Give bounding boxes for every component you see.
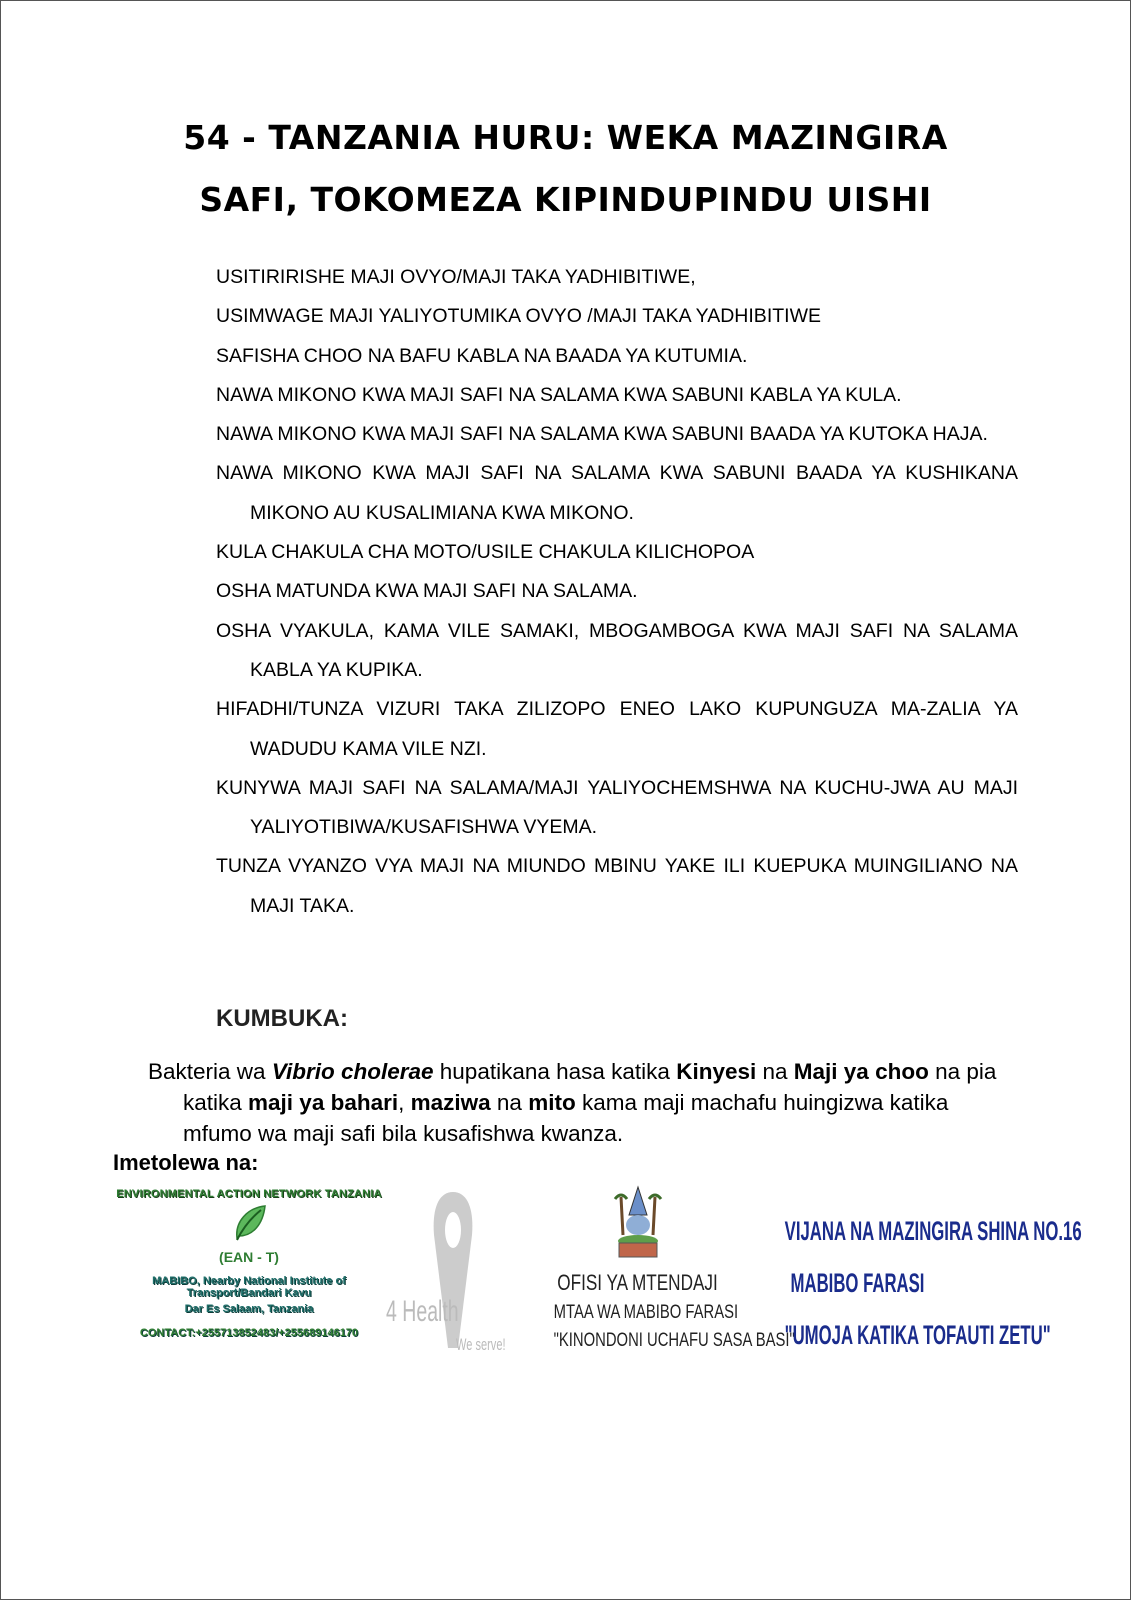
rule-item: KULA CHAKULA CHA MOTO/USILE CHAKULA KILICHOPOA [216, 541, 755, 564]
4health-tagline: We serve! [456, 1335, 506, 1354]
ofisi-line-3: "KINONDONI UCHAFU SASA BASI" [553, 1330, 795, 1351]
ean-address-1: MABIBO, Nearby National Institute of Transport/Bandari Kavu [152, 1275, 346, 1299]
issued-by-label: Imetolewa na: [113, 1150, 259, 1175]
rule-item: NAWA MIKONO KWA MAJI SAFI NA SALAMA KWA SABUNI BAADA YA KUSHIKANA MIKONO AU KUSALIMIANA KWA MIKONO. [216, 462, 1018, 524]
rule-item: OSHA MATUNDA KWA MAJI SAFI NA SALAMA. [216, 580, 638, 603]
ean-t-logo [115, 1188, 383, 1339]
note-emphasis: Kinyesi [676, 1059, 757, 1084]
ofisi-line-2: MTAA WA MABIBO FARASI [553, 1302, 739, 1323]
vijana-line-1: VIJANA NA MAZINGIRA SHINA NO.16 [784, 1216, 1082, 1246]
remember-heading: KUMBUKA: [216, 1005, 348, 1032]
rule-item: USIMWAGE MAJI YALIYOTUMIKA OVYO /MAJI TAKA YADHIBITIWE [216, 305, 821, 328]
note-emphasis: maji ya bahari [248, 1090, 399, 1115]
note-text: na pia katika [183, 1059, 997, 1115]
vijana-line-2: MABIBO FARASI [790, 1268, 925, 1298]
rule-item: TUNZA VYANZO VYA MAJI NA MIUNDO MBINU YAKE ILI KUEPUKA MUINGILIANO NA MAJI TAKA. [216, 855, 1018, 917]
ean-abbreviation: (EAN - T) [219, 1249, 279, 1265]
note-emphasis: maziwa [410, 1090, 491, 1115]
rule-item: KUNYWA MAJI SAFI NA SALAMA/MAJI YALIYOCHEMSHWA NA KUCHU-JWA AU MAJI YALIYOTIBIWA/KUSAFISHWA VYEMA. [216, 776, 1018, 839]
rule-item: USITIRIRISHE MAJI OVYO/MAJI TAKA YADHIBITIWE, [216, 266, 696, 288]
cholera-note [148, 1056, 1016, 1149]
note-text: na [490, 1090, 529, 1115]
ean-address-2: Dar Es Salaam, Tanzania [184, 1303, 314, 1315]
note-text: hupatikana hasa katika [433, 1059, 677, 1084]
rule-item: HIFADHI/TUNZA VIZURI TAKA ZILIZOPO ENEO LAKO KUPUNGUZA MA-ZALIA YA WADUDU KAMA VILE NZI. [216, 698, 1018, 760]
note-emphasis: Maji ya choo [793, 1059, 929, 1084]
ean-contact: CONTACT:+255713852483/+255689146170 [139, 1327, 359, 1339]
leaf-icon [229, 1204, 269, 1242]
note-text: kama maji machafu huingizwa katika mfumo wa maji safi bila kusafishwa kwanza. [183, 1090, 949, 1146]
rule-item: NAWA MIKONO KWA MAJI SAFI NA SALAMA KWA SABUNI KABLA YA KULA. [216, 383, 902, 406]
rule-item: OSHA VYAKULA, KAMA VILE SAMAKI, MBOGAMBOGA KWA MAJI SAFI NA SALAMA KABLA YA KUPIKA. [216, 619, 1018, 681]
note-bacteria-name: Vibrio cholerae [271, 1059, 434, 1084]
vijana-na-mazingira-logo [740, 1205, 1082, 1361]
4health-name: 4 Health [386, 1295, 459, 1328]
hygiene-rules-list [216, 258, 1018, 926]
note-text: , [398, 1090, 411, 1115]
note-text: Bakteria wa [148, 1059, 272, 1084]
vijana-line-3: "UMOJA KATIKA TOFAUTI ZETU" [784, 1320, 1051, 1350]
rule-item: NAWA MIKONO KWA MAJI SAFI NA SALAMA KWA SABUNI BAADA YA KUTOKA HAJA. [216, 423, 988, 446]
note-text: na [756, 1059, 794, 1084]
rule-item: SAFISHA CHOO NA BAFU KABLA NA BAADA YA KUTUMIA. [216, 344, 748, 367]
title-line-1: 54 - TANZANIA HURU: WEKA MAZINGIRA [183, 118, 948, 157]
ofisi-mtendaji-logo [530, 1185, 795, 1352]
ean-header: ENVIRONMENTAL ACTION NETWORK TANZANIA [116, 1188, 382, 1200]
ofisi-line-1: OFISI YA MTENDAJI [557, 1270, 718, 1295]
note-emphasis: mito [528, 1090, 576, 1115]
title-line-2: SAFI, TOKOMEZA KIPINDUPINDU UISHI [199, 180, 932, 219]
4health-logo [386, 1190, 508, 1360]
coat-of-arms-icon [613, 1185, 663, 1263]
